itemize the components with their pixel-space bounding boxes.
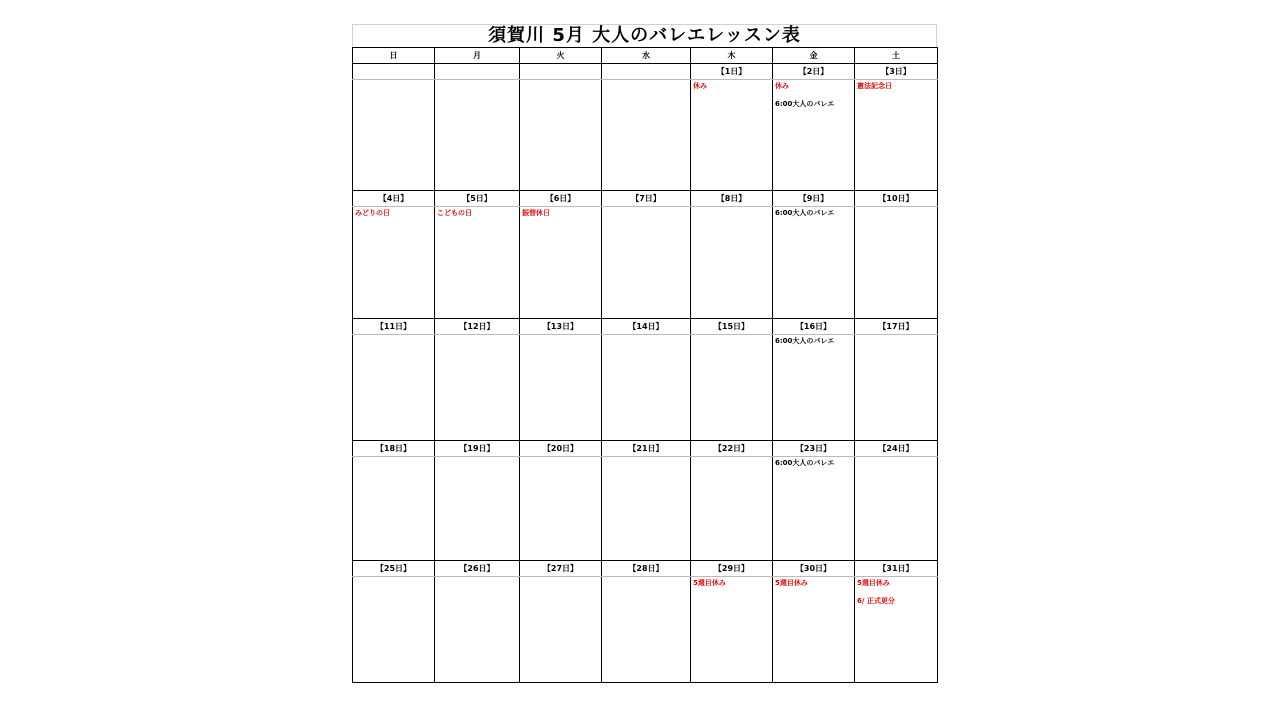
weekday-sun: 日	[353, 48, 435, 64]
day-cell[interactable]	[520, 457, 602, 561]
date-label: 【19日】	[435, 441, 520, 457]
date-label	[602, 64, 691, 80]
date-label: 【29日】	[691, 561, 773, 577]
date-label: 【14日】	[602, 319, 691, 335]
week-body-row	[353, 457, 938, 561]
holiday-note: みどりの日	[355, 209, 390, 217]
date-label: 【26日】	[435, 561, 520, 577]
day-cell[interactable]	[353, 335, 435, 441]
day-cell[interactable]	[435, 335, 520, 441]
day-cell[interactable]	[435, 577, 520, 683]
day-cell[interactable]	[855, 80, 938, 191]
date-label: 【8日】	[691, 191, 773, 207]
day-cell[interactable]	[773, 577, 855, 683]
holiday-note: 振替休日	[522, 209, 550, 217]
date-label: 【9日】	[773, 191, 855, 207]
week-date-row	[353, 64, 938, 80]
date-label: 【18日】	[353, 441, 435, 457]
date-label: 【23日】	[773, 441, 855, 457]
date-label: 【17日】	[855, 319, 938, 335]
holiday-note: こどもの日	[437, 209, 472, 217]
day-cell[interactable]	[602, 457, 691, 561]
day-cell[interactable]	[520, 335, 602, 441]
day-cell[interactable]	[353, 577, 435, 683]
weekday-tue: 火	[520, 48, 602, 64]
date-label	[353, 64, 435, 80]
date-label: 【10日】	[855, 191, 938, 207]
date-label: 【3日】	[855, 64, 938, 80]
date-label: 【30日】	[773, 561, 855, 577]
holiday-note: 憲法記念日	[857, 82, 892, 90]
day-cell[interactable]	[691, 577, 773, 683]
weekday-fri: 金	[773, 48, 855, 64]
date-label: 【5日】	[435, 191, 520, 207]
day-cell[interactable]	[855, 577, 938, 683]
date-label: 【22日】	[691, 441, 773, 457]
weekday-wed: 水	[602, 48, 691, 64]
weekday-thu: 木	[691, 48, 773, 64]
day-cell[interactable]	[435, 207, 520, 319]
holiday-note: 5週目休み	[775, 579, 808, 587]
week-body-row	[353, 207, 938, 319]
day-cell[interactable]	[691, 207, 773, 319]
day-cell[interactable]	[691, 80, 773, 191]
date-label: 【16日】	[773, 319, 855, 335]
weekday-mon: 月	[435, 48, 520, 64]
holiday-note: 休み	[693, 82, 707, 90]
date-label: 【6日】	[520, 191, 602, 207]
week-body-row	[353, 80, 938, 191]
calendar-sheet	[352, 24, 937, 683]
date-label	[520, 64, 602, 80]
week-body-row	[353, 335, 938, 441]
date-label: 【12日】	[435, 319, 520, 335]
day-cell[interactable]	[773, 335, 855, 441]
date-label: 【1日】	[691, 64, 773, 80]
date-label: 【25日】	[353, 561, 435, 577]
day-cell[interactable]	[691, 457, 773, 561]
date-label: 【24日】	[855, 441, 938, 457]
day-cell[interactable]	[855, 207, 938, 319]
date-label: 【27日】	[520, 561, 602, 577]
page-title: 須賀川 5月 大人のバレエレッスン表	[352, 24, 937, 47]
date-label: 【7日】	[602, 191, 691, 207]
lesson-entry: 6:00大人のバレエ	[775, 100, 835, 108]
day-cell[interactable]	[602, 577, 691, 683]
day-cell[interactable]	[691, 335, 773, 441]
day-cell[interactable]	[602, 80, 691, 191]
date-label: 【28日】	[602, 561, 691, 577]
day-cell[interactable]	[435, 457, 520, 561]
week-date-row	[353, 191, 938, 207]
day-cell[interactable]	[353, 80, 435, 191]
date-label: 【20日】	[520, 441, 602, 457]
lesson-entry: 6:00大人のバレエ	[775, 209, 835, 217]
holiday-note: 6/ 正式更分	[857, 597, 895, 605]
week-body-row	[353, 577, 938, 683]
day-cell[interactable]	[773, 207, 855, 319]
day-cell[interactable]	[773, 80, 855, 191]
date-label: 【2日】	[773, 64, 855, 80]
holiday-note: 休み	[775, 82, 789, 90]
week-date-row	[353, 441, 938, 457]
week-date-row	[353, 319, 938, 335]
lesson-entry: 6:00大人のバレエ	[775, 337, 835, 345]
day-cell[interactable]	[520, 207, 602, 319]
weekday-header-row	[353, 48, 938, 64]
day-cell[interactable]	[353, 457, 435, 561]
holiday-note: 5週目休み	[693, 579, 726, 587]
weekday-sat: 土	[855, 48, 938, 64]
date-label: 【13日】	[520, 319, 602, 335]
day-cell[interactable]	[602, 207, 691, 319]
lesson-entry: 6:00大人のバレエ	[775, 459, 835, 467]
day-cell[interactable]	[855, 457, 938, 561]
day-cell[interactable]	[520, 577, 602, 683]
week-date-row	[353, 561, 938, 577]
calendar-grid	[352, 47, 938, 683]
holiday-note: 5週目休み	[857, 579, 890, 587]
date-label: 【15日】	[691, 319, 773, 335]
date-label: 【31日】	[855, 561, 938, 577]
day-cell[interactable]	[353, 207, 435, 319]
day-cell[interactable]	[773, 457, 855, 561]
day-cell[interactable]	[602, 335, 691, 441]
day-cell[interactable]	[435, 80, 520, 191]
day-cell[interactable]	[855, 335, 938, 441]
date-label: 【11日】	[353, 319, 435, 335]
day-cell[interactable]	[520, 80, 602, 191]
date-label	[435, 64, 520, 80]
date-label: 【4日】	[353, 191, 435, 207]
date-label: 【21日】	[602, 441, 691, 457]
